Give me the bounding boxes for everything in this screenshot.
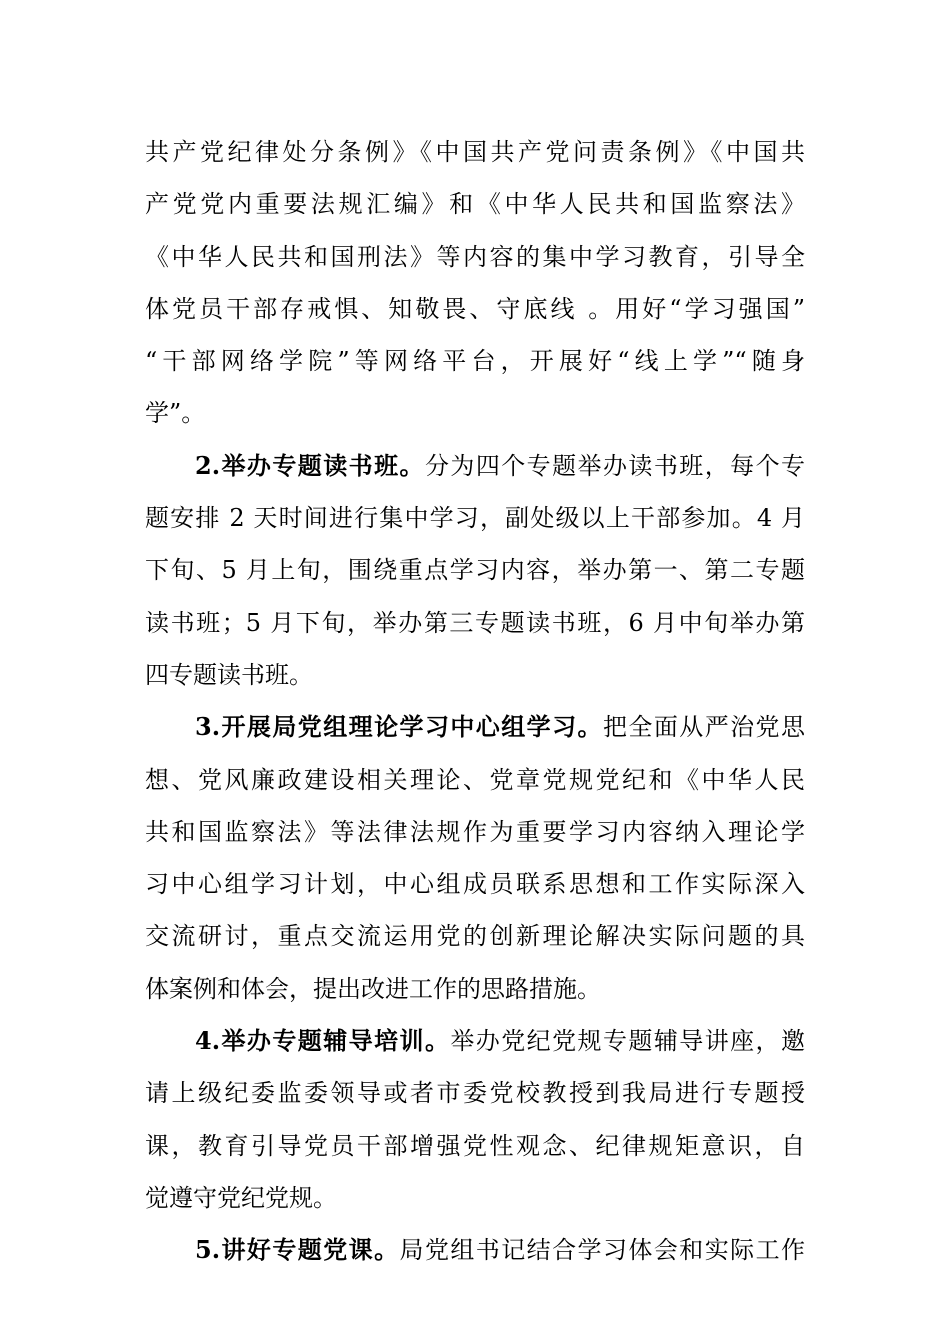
- document-page: [145, 126, 805, 1277]
- paragraph-line: 产党党内重要法规汇编》和《中华人民共和国监察法》: [145, 190, 805, 219]
- item-heading: 4.举办专题辅导培训。: [195, 1026, 451, 1056]
- paragraph-line: 读书班；5 月下旬，举办第三专题读书班，6 月中旬举办第: [145, 608, 805, 637]
- item-heading: 2.举办专题读书班。: [195, 450, 425, 480]
- item-heading: 3.开展局党组理论学习中心组学习。: [195, 712, 603, 742]
- paragraph-line: 请上级纪委监委领导或者市委党校教授到我局进行专题授: [145, 1079, 805, 1108]
- item-text: 分为四个专题举办读书班，每个专: [424, 451, 805, 480]
- paragraph-line: 下旬、5 月上旬，围绕重点学习内容，举办第一、第二专题: [145, 556, 805, 585]
- paragraph-line: “干部网络学院”等网络平台，开展好“线上学”“随身: [145, 347, 805, 376]
- paragraph-line: 体案例和体会，提出改进工作的思路措施。: [145, 974, 601, 1003]
- paragraph-line: 四专题读书班。: [145, 660, 313, 689]
- paragraph-line: 习中心组学习计划，中心组成员联系思想和工作实际深入: [145, 870, 805, 899]
- paragraph-line: 题安排 2 天时间进行集中学习，副处级以上干部参加。4 月: [145, 504, 805, 533]
- paragraph-line: 交流研讨，重点交流运用党的创新理论解决实际问题的具: [145, 922, 805, 951]
- item-3-paragraph: [145, 701, 805, 1015]
- item-5-paragraph: [145, 1224, 805, 1276]
- paragraph-first-line: [145, 701, 805, 753]
- paragraph-line: 《中华人民共和国刑法》等内容的集中学习教育，引导全: [145, 242, 805, 271]
- paragraph-first-line: [145, 1224, 805, 1276]
- paragraph-line: 觉遵守党纪党规。: [145, 1183, 337, 1212]
- item-heading: 5.讲好专题党课。: [195, 1235, 400, 1265]
- item-text: 局党组书记结合学习体会和实际工作: [399, 1236, 805, 1265]
- paragraph-first-line: [145, 440, 805, 492]
- paragraph-line: 学”。: [145, 399, 206, 428]
- paragraph-line: 共和国监察法》等法律法规作为重要学习内容纳入理论学: [145, 817, 805, 846]
- paragraph-line: 想、党风廉政建设相关理论、党章党规党纪和《中华人民: [145, 765, 805, 794]
- paragraph-line: 体党员干部存戒惧、知敬畏、守底线 。用好“学习强国”: [145, 294, 805, 323]
- item-4-paragraph: [145, 1015, 805, 1224]
- paragraph-first-line: [145, 1015, 805, 1067]
- item-2-paragraph: [145, 440, 805, 701]
- item-text: 把全面从严治党思: [602, 713, 805, 742]
- item-text: 举办党纪党规专题辅导讲座，邀: [450, 1027, 805, 1056]
- paragraph-line: 共产党纪律处分条例》《中国共产党问责条例》《中国共: [145, 138, 805, 166]
- paragraph-line: 课，教育引导党员干部增强党性观念、纪律规矩意识，自: [145, 1131, 805, 1160]
- intro-paragraph: [145, 126, 805, 440]
